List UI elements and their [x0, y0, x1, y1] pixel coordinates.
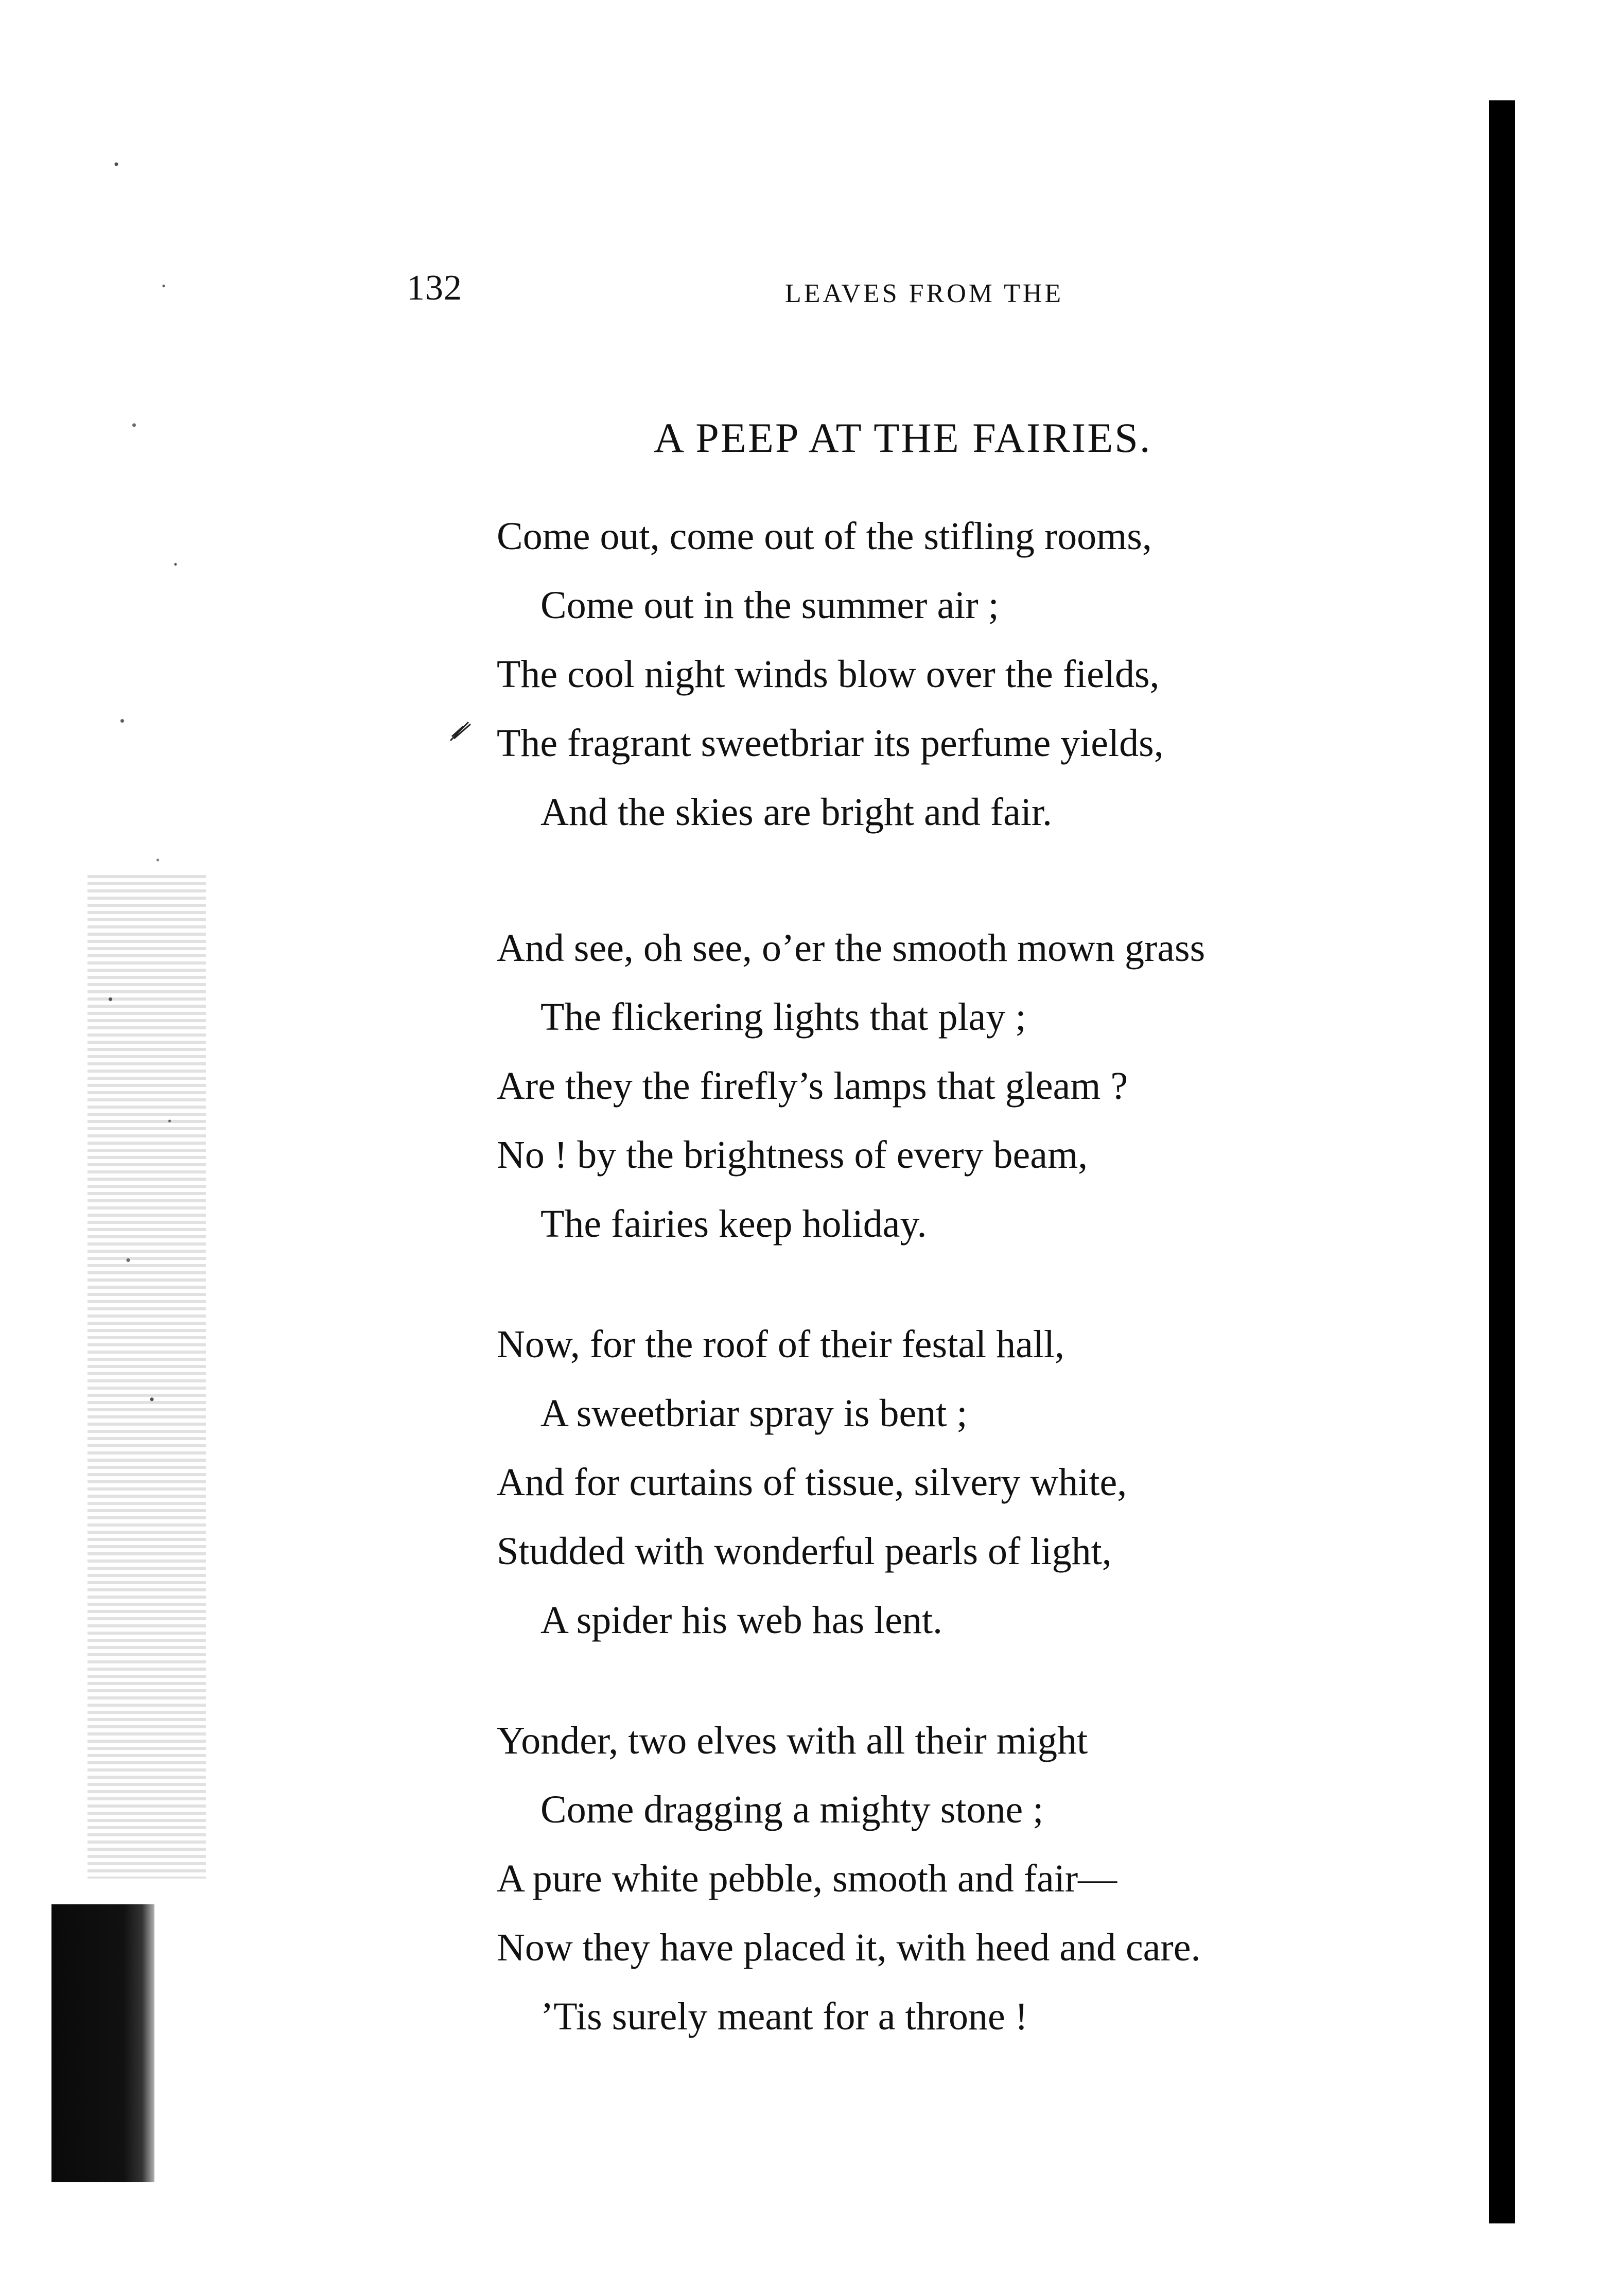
poem-line: The cool night winds blow over the fields,	[497, 653, 1160, 696]
poem-line: A spider his web has lent.	[540, 1599, 943, 1642]
poem-line: ’Tis surely meant for a throne !	[540, 1995, 1028, 2038]
running-head: LEAVES FROM THE	[785, 279, 1064, 308]
poem-line: Are they the firefly’s lamps that gleam ?	[497, 1064, 1128, 1108]
scan-binding-shadow	[51, 1904, 154, 2182]
poem-line: The fairies keep holiday.	[540, 1202, 927, 1246]
stanza-1	[497, 502, 1164, 847]
scan-edge-bar	[1489, 100, 1515, 2223]
poem-line: And for curtains of tissue, silvery white,	[497, 1461, 1127, 1504]
scan-gutter-shading	[88, 875, 206, 1879]
stanza-3	[497, 1310, 1127, 1655]
stanza-2	[497, 914, 1205, 1258]
poem-line: And the skies are bright and fair.	[540, 791, 1053, 834]
poem-line: The fragrant sweetbriar its perfume yields,	[497, 722, 1164, 765]
poem-line: Come dragging a mighty stone ;	[540, 1788, 1044, 1831]
poem-line: Yonder, two elves with all their might	[497, 1719, 1088, 1762]
poem-line: No ! by the brightness of every beam,	[497, 1133, 1088, 1177]
page-number: 132	[407, 268, 462, 308]
poem-line: Now they have placed it, with heed and care.	[497, 1926, 1201, 1969]
poem-line: Now, for the roof of their festal hall,	[497, 1323, 1065, 1366]
poem-line: And see, oh see, o’er the smooth mown grass	[497, 926, 1206, 970]
poem-title: A PEEP AT THE FAIRIES.	[654, 414, 1152, 461]
stanza-4	[497, 1706, 1200, 2051]
poem-line: A sweetbriar spray is bent ;	[540, 1392, 968, 1435]
poem-line: Come out, come out of the stifling rooms,	[497, 515, 1152, 558]
pencil-mark-icon	[448, 718, 474, 744]
poem-line: A pure white pebble, smooth and fair—	[497, 1857, 1117, 1900]
poem-line: Studded with wonderful pearls of light,	[497, 1530, 1112, 1573]
poem-line: Come out in the summer air ;	[540, 584, 999, 627]
poem-line: The flickering lights that play ;	[540, 995, 1026, 1039]
